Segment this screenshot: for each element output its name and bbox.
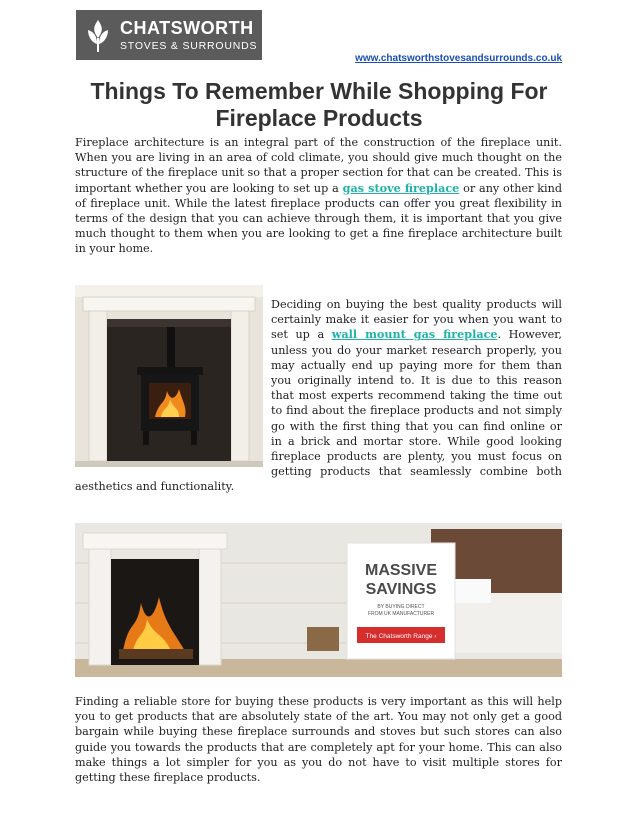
banner-cta-label: The Chatsworth Range › (365, 633, 437, 640)
banner-sub-2: FROM UK MANUFACTURER (367, 611, 435, 617)
wall-mount-gas-fireplace-link[interactable]: wall mount gas fireplace (331, 327, 498, 342)
massive-savings-banner (75, 523, 562, 677)
banner-headline-1: MASSIVE (364, 562, 438, 579)
banner-headline-2: SAVINGS (365, 581, 437, 598)
page-title: Things To Remember While Shopping For Fireplace Products (90, 78, 548, 131)
logo-subtitle: STOVES & SURROUNDS (120, 40, 258, 52)
flame-leaf-logo-icon (84, 18, 112, 54)
paragraph-research (75, 297, 562, 495)
image-wrap-spacer (75, 297, 271, 473)
paragraph-intro-text-1: Fireplace architecture is an integral part of the construction of the fireplace unit. When you are living in an area of cold climate, you should give much thought on the structure of the fireplace unit so that a proper section for that can be created. This is important whether you are looking to set up a (75, 136, 562, 195)
website-link[interactable]: www.chatsworthstovesandsurrounds.co.uk (355, 53, 562, 64)
paragraph-research-text-1: Deciding on buying the best quality products will certainly make it easier for you when you want to set up a (271, 298, 562, 342)
banner-sub-1: BY BUYING DIRECT (377, 604, 425, 610)
gas-stove-fireplace-link[interactable]: gas stove fireplace (342, 180, 460, 195)
logo-title: CHATSWORTH (120, 18, 254, 38)
paragraph-intro (75, 135, 562, 257)
paragraph-intro-text-2: or any other kind of fireplace unit. While the latest fireplace products can offer you great flexibility in terms of the design that you can achieve through them, it is important that you give much thought to them when you are looking to get a fine fireplace architecture built in your home. (75, 181, 562, 256)
brand-logo (76, 10, 262, 60)
paragraph-research-text-2: . However, unless you do your market research properly, you may actually end up paying more for them than you originally intend to. It is due to this reason that most experts recommend taking the time out to find about the fireplace products and not simply go with the first thing that you can find online or in a brick and mortar store. While good looking fireplace products are plenty, you must focus on getting products that seamlessly combine both aesthetics and functionality. (75, 328, 562, 494)
paragraph-store: Finding a reliable store for buying these products is very important as this will help you to get products that are absolutely state of the art. You may not only get a good bargain while buying these fireplace surrounds and stoves but such stores can also guide you towards the products that are completely apt for your home. This can also make things a lot simpler for you as you do not have to visit multiple stores for getting these fireplace products. (75, 695, 562, 785)
